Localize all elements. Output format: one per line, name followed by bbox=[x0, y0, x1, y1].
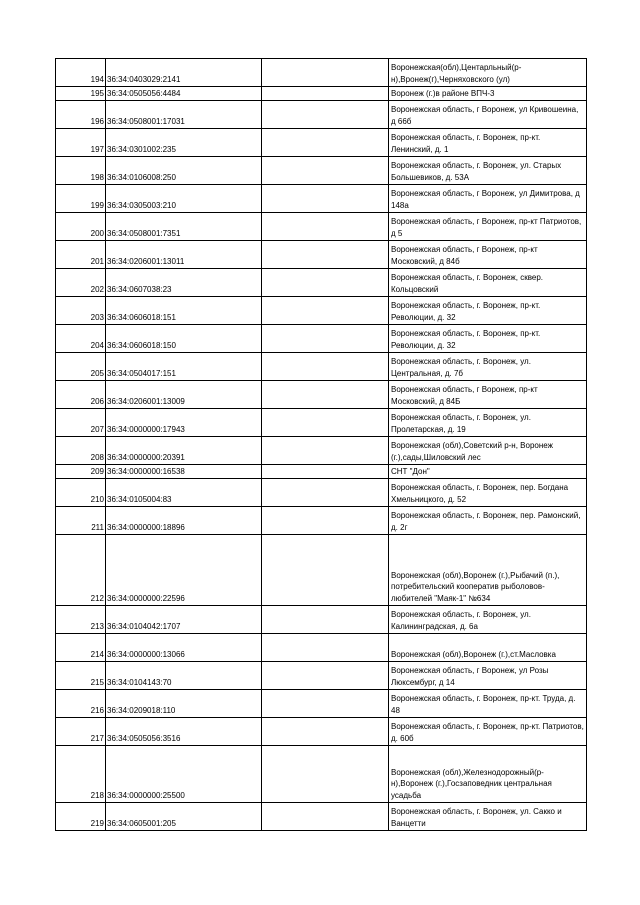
cadastral-number: 36:34:0606018:151 bbox=[106, 297, 262, 325]
address: СНТ "Дон" bbox=[389, 465, 587, 479]
row-number: 196 bbox=[56, 101, 106, 129]
table-row bbox=[56, 325, 587, 353]
table-row bbox=[56, 241, 587, 269]
cadastral-number: 36:34:0508001:7351 bbox=[106, 213, 262, 241]
row-number: 213 bbox=[56, 606, 106, 634]
cadastral-number: 36:34:0605001:205 bbox=[106, 803, 262, 831]
cadastral-number: 36:34:0000000:17943 bbox=[106, 409, 262, 437]
empty-cell bbox=[262, 690, 389, 718]
cadastral-number: 36:34:0209018:110 bbox=[106, 690, 262, 718]
cadastral-number: 36:34:0104143:70 bbox=[106, 662, 262, 690]
address: Воронежская (обл),Воронеж (г.),ст.Масловка bbox=[389, 634, 587, 662]
row-number: 195 bbox=[56, 87, 106, 101]
row-number: 212 bbox=[56, 535, 106, 606]
table-row bbox=[56, 381, 587, 409]
table-row bbox=[56, 129, 587, 157]
row-number: 219 bbox=[56, 803, 106, 831]
table-row bbox=[56, 437, 587, 465]
row-number: 202 bbox=[56, 269, 106, 297]
empty-cell bbox=[262, 353, 389, 381]
cadastral-number: 36:34:0106008:250 bbox=[106, 157, 262, 185]
empty-cell bbox=[262, 381, 389, 409]
address: Воронежская область, г. Воронеж, пр-кт. Патриотов, д. 60б bbox=[389, 718, 587, 746]
table-row bbox=[56, 185, 587, 213]
address: Воронежская область, г Воронеж, ул Розы Люксембург, д 14 bbox=[389, 662, 587, 690]
address: Воронежская область, г. Воронеж, пр-кт. Революции, д. 32 bbox=[389, 325, 587, 353]
table-row bbox=[56, 269, 587, 297]
address: Воронежская (обл),Воронеж (г.),Рыбачий (п.), потребительский кооператив рыболовов-любителей "Маяк-1" №634 bbox=[389, 535, 587, 606]
row-number: 194 bbox=[56, 59, 106, 87]
table-row bbox=[56, 690, 587, 718]
cadastral-number: 36:34:0000000:16538 bbox=[106, 465, 262, 479]
table-row bbox=[56, 59, 587, 87]
table-row bbox=[56, 409, 587, 437]
table-row bbox=[56, 101, 587, 129]
empty-cell bbox=[262, 87, 389, 101]
table-row bbox=[56, 718, 587, 746]
row-number: 203 bbox=[56, 297, 106, 325]
document-sheet bbox=[55, 58, 587, 831]
row-number: 200 bbox=[56, 213, 106, 241]
table-body bbox=[56, 59, 587, 831]
cadastral-number: 36:34:0505056:4484 bbox=[106, 87, 262, 101]
empty-cell bbox=[262, 185, 389, 213]
cadastral-number: 36:34:0206001:13011 bbox=[106, 241, 262, 269]
address: Воронежская область, г. Воронеж, пер. Рамонский, д. 2г bbox=[389, 507, 587, 535]
cadastral-number: 36:34:0000000:13066 bbox=[106, 634, 262, 662]
cadastral-table bbox=[55, 58, 587, 831]
empty-cell bbox=[262, 634, 389, 662]
address: Воронежская область, г. Воронеж, ул. Калининградская, д. 6а bbox=[389, 606, 587, 634]
cadastral-number: 36:34:0000000:20391 bbox=[106, 437, 262, 465]
address: Воронежская область, г Воронеж, ул Димитрова, д 148а bbox=[389, 185, 587, 213]
empty-cell bbox=[262, 437, 389, 465]
table-row bbox=[56, 479, 587, 507]
address: Воронежская (обл),Советский р-н, Воронеж (г.),сады,Шиловский лес bbox=[389, 437, 587, 465]
row-number: 217 bbox=[56, 718, 106, 746]
table-row bbox=[56, 634, 587, 662]
table-row bbox=[56, 535, 587, 606]
empty-cell bbox=[262, 507, 389, 535]
row-number: 215 bbox=[56, 662, 106, 690]
row-number: 207 bbox=[56, 409, 106, 437]
empty-cell bbox=[262, 465, 389, 479]
cadastral-number: 36:34:0000000:22596 bbox=[106, 535, 262, 606]
empty-cell bbox=[262, 606, 389, 634]
row-number: 201 bbox=[56, 241, 106, 269]
empty-cell bbox=[262, 409, 389, 437]
row-number: 214 bbox=[56, 634, 106, 662]
empty-cell bbox=[262, 129, 389, 157]
address: Воронежская область, г. Воронеж, ул. Сакко и Ванцетти bbox=[389, 803, 587, 831]
row-number: 199 bbox=[56, 185, 106, 213]
address: Воронежская область, г. Воронеж, ул. Пролетарская, д. 19 bbox=[389, 409, 587, 437]
row-number: 206 bbox=[56, 381, 106, 409]
cadastral-number: 36:34:0000000:25500 bbox=[106, 746, 262, 803]
table-row bbox=[56, 297, 587, 325]
empty-cell bbox=[262, 213, 389, 241]
empty-cell bbox=[262, 746, 389, 803]
empty-cell bbox=[262, 662, 389, 690]
cadastral-number: 36:34:0305003:210 bbox=[106, 185, 262, 213]
table-row bbox=[56, 353, 587, 381]
address: Воронежская область, г. Воронеж, пр-кт. Труда, д. 48 bbox=[389, 690, 587, 718]
row-number: 204 bbox=[56, 325, 106, 353]
address: Воронежская (обл),Железнодорожный(р-н),Воронеж (г.),Госзаповедник центральная усадьба bbox=[389, 746, 587, 803]
table-row bbox=[56, 507, 587, 535]
cadastral-number: 36:34:0505056:3516 bbox=[106, 718, 262, 746]
row-number: 209 bbox=[56, 465, 106, 479]
empty-cell bbox=[262, 269, 389, 297]
empty-cell bbox=[262, 59, 389, 87]
empty-cell bbox=[262, 157, 389, 185]
row-number: 197 bbox=[56, 129, 106, 157]
row-number: 198 bbox=[56, 157, 106, 185]
empty-cell bbox=[262, 241, 389, 269]
cadastral-number: 36:34:0403029:2141 bbox=[106, 59, 262, 87]
table-row bbox=[56, 157, 587, 185]
empty-cell bbox=[262, 101, 389, 129]
address: Воронежская область, г. Воронеж, ул. Центральная, д. 7б bbox=[389, 353, 587, 381]
row-number: 216 bbox=[56, 690, 106, 718]
cadastral-number: 36:34:0105004:83 bbox=[106, 479, 262, 507]
empty-cell bbox=[262, 297, 389, 325]
address: Воронежская область, г Воронеж, пр-кт Патриотов, д 5 bbox=[389, 213, 587, 241]
table-row bbox=[56, 213, 587, 241]
cadastral-number: 36:34:0206001:13009 bbox=[106, 381, 262, 409]
address: Воронежская(обл),Центарльный(р-н),Вронеж(г),Черняховского (ул) bbox=[389, 59, 587, 87]
row-number: 211 bbox=[56, 507, 106, 535]
empty-cell bbox=[262, 718, 389, 746]
cadastral-number: 36:34:0000000:18896 bbox=[106, 507, 262, 535]
table-row bbox=[56, 803, 587, 831]
cadastral-number: 36:34:0301002:235 bbox=[106, 129, 262, 157]
address: Воронежская область, г Воронеж, пр-кт Московский, д 84б bbox=[389, 241, 587, 269]
cadastral-number: 36:34:0104042:1707 bbox=[106, 606, 262, 634]
address: Воронеж (г.)в районе ВПЧ-3 bbox=[389, 87, 587, 101]
empty-cell bbox=[262, 479, 389, 507]
address: Воронежская область, г. Воронеж, пр-кт. Революции, д. 32 bbox=[389, 297, 587, 325]
address: Воронежская область, г. Воронеж, пр-кт. Ленинский, д. 1 bbox=[389, 129, 587, 157]
row-number: 210 bbox=[56, 479, 106, 507]
cadastral-number: 36:34:0607038:23 bbox=[106, 269, 262, 297]
address: Воронежская область, г. Воронеж, пер. Богдана Хмельницкого, д. 52 bbox=[389, 479, 587, 507]
table-row bbox=[56, 662, 587, 690]
row-number: 205 bbox=[56, 353, 106, 381]
cadastral-number: 36:34:0606018:150 bbox=[106, 325, 262, 353]
address: Воронежская область, г Воронеж, ул Кривошеина, д 66б bbox=[389, 101, 587, 129]
table-row bbox=[56, 87, 587, 101]
row-number: 218 bbox=[56, 746, 106, 803]
address: Воронежская область, г. Воронеж, ул. Старых Большевиков, д. 53А bbox=[389, 157, 587, 185]
empty-cell bbox=[262, 325, 389, 353]
table-row bbox=[56, 606, 587, 634]
cadastral-number: 36:34:0508001:17031 bbox=[106, 101, 262, 129]
table-row bbox=[56, 465, 587, 479]
cadastral-number: 36:34:0504017:151 bbox=[106, 353, 262, 381]
address: Воронежская область, г. Воронеж, сквер. Кольцовский bbox=[389, 269, 587, 297]
empty-cell bbox=[262, 535, 389, 606]
table-row bbox=[56, 746, 587, 803]
row-number: 208 bbox=[56, 437, 106, 465]
empty-cell bbox=[262, 803, 389, 831]
address: Воронежская область, г Воронеж, пр-кт Московский, д 84Б bbox=[389, 381, 587, 409]
